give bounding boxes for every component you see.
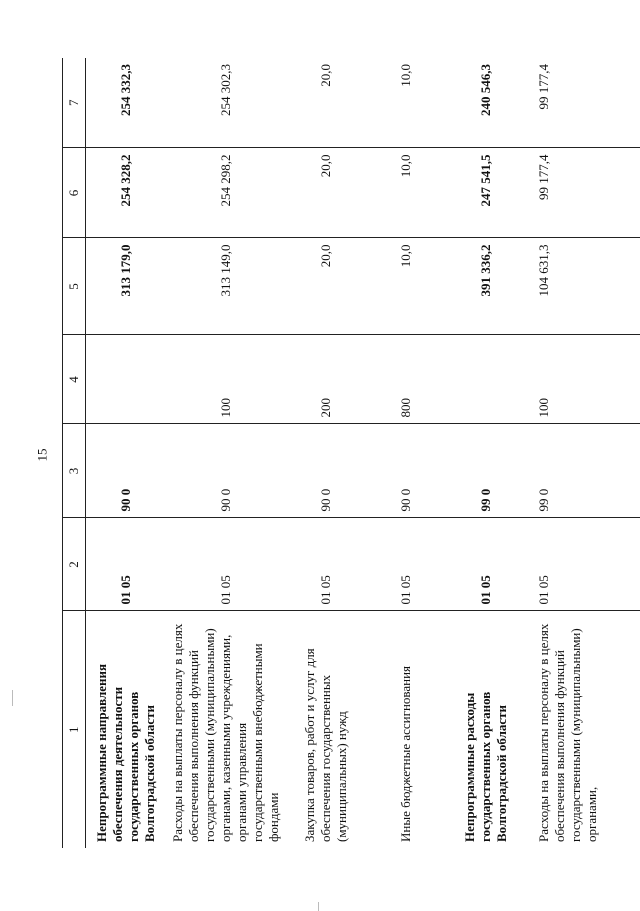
amount-col7: 10,0	[366, 58, 446, 148]
amount-col7: 254 302,3	[166, 58, 286, 148]
amount-col6: 99 177,4	[526, 148, 640, 238]
amount-col7: 20,0	[286, 58, 366, 148]
header-cell: 3	[63, 424, 86, 518]
section-code: 01 05	[166, 518, 286, 611]
amount-col6: 247 541,5	[446, 148, 526, 238]
table-row	[446, 58, 526, 848]
header-cell: 1	[63, 611, 86, 848]
table-row	[86, 58, 167, 848]
target-article-code: 90 0	[166, 424, 286, 518]
scan-edge-mark-left	[12, 690, 13, 706]
expense-type-code: 200	[286, 335, 366, 424]
scan-edge-mark-bottom	[318, 902, 319, 911]
row-name: Иные бюджетные ассигнования	[398, 665, 414, 842]
row-name: Расходы на выплаты персоналу в целях обеспечения выполнения функций государственными (муниципальными) органами, казенными учреждениями, органами управления государственными внебюджетными фондами	[170, 623, 281, 842]
section-code: 01 05	[446, 518, 526, 611]
section-code: 01 05	[526, 518, 640, 611]
amount-col6: 10,0	[366, 148, 446, 238]
section-code: 01 05	[286, 518, 366, 611]
table-row	[286, 58, 366, 848]
row-name: Расходы на выплаты персоналу в целях обеспечения выполнения функций государственными (муниципальными) органами,	[536, 623, 599, 842]
expense-type-code: 100	[526, 335, 640, 424]
target-article-code: 90 0	[86, 424, 167, 518]
amount-col5: 20,0	[286, 238, 366, 335]
amount-col7: 254 332,3	[86, 58, 167, 148]
header-cell: 5	[63, 238, 86, 335]
amount-col5: 391 336,2	[446, 238, 526, 335]
amount-col7: 99 177,4	[526, 58, 640, 148]
target-article-code: 90 0	[366, 424, 446, 518]
expense-type-code	[446, 335, 526, 424]
table-row	[526, 58, 640, 848]
amount-col6: 254 328,2	[86, 148, 167, 238]
target-article-code: 90 0	[286, 424, 366, 518]
amount-col5: 313 179,0	[86, 238, 167, 335]
target-article-code: 99 0	[526, 424, 640, 518]
section-code: 01 05	[86, 518, 167, 611]
amount-col6: 254 298,2	[166, 148, 286, 238]
expense-type-code: 100	[166, 335, 286, 424]
amount-col7: 240 546,3	[446, 58, 526, 148]
rotated-page-content	[62, 58, 632, 848]
amount-col5: 10,0	[366, 238, 446, 335]
header-cell: 6	[63, 148, 86, 238]
header-cell: 7	[63, 58, 86, 148]
expense-type-code: 800	[366, 335, 446, 424]
row-name: Непрограммные расходы государственных органов Волгоградской области	[462, 691, 509, 842]
target-article-code: 99 0	[446, 424, 526, 518]
row-name: Закупка товаров, работ и услуг для обеспечения государственных (муниципальных) нужд	[302, 648, 349, 842]
table-row	[166, 58, 286, 848]
header-cell: 4	[63, 335, 86, 424]
budget-table	[62, 58, 640, 848]
amount-col6: 20,0	[286, 148, 366, 238]
page-number: 15	[34, 448, 50, 462]
row-name: Непрограммные направления обеспечения деятельности государственных органов Волгоградской области	[94, 663, 157, 842]
table-header-row	[63, 58, 86, 848]
header-cell: 2	[63, 518, 86, 611]
section-code: 01 05	[366, 518, 446, 611]
table-row	[366, 58, 446, 848]
amount-col5: 313 149,0	[166, 238, 286, 335]
expense-type-code	[86, 335, 167, 424]
amount-col5: 104 631,3	[526, 238, 640, 335]
